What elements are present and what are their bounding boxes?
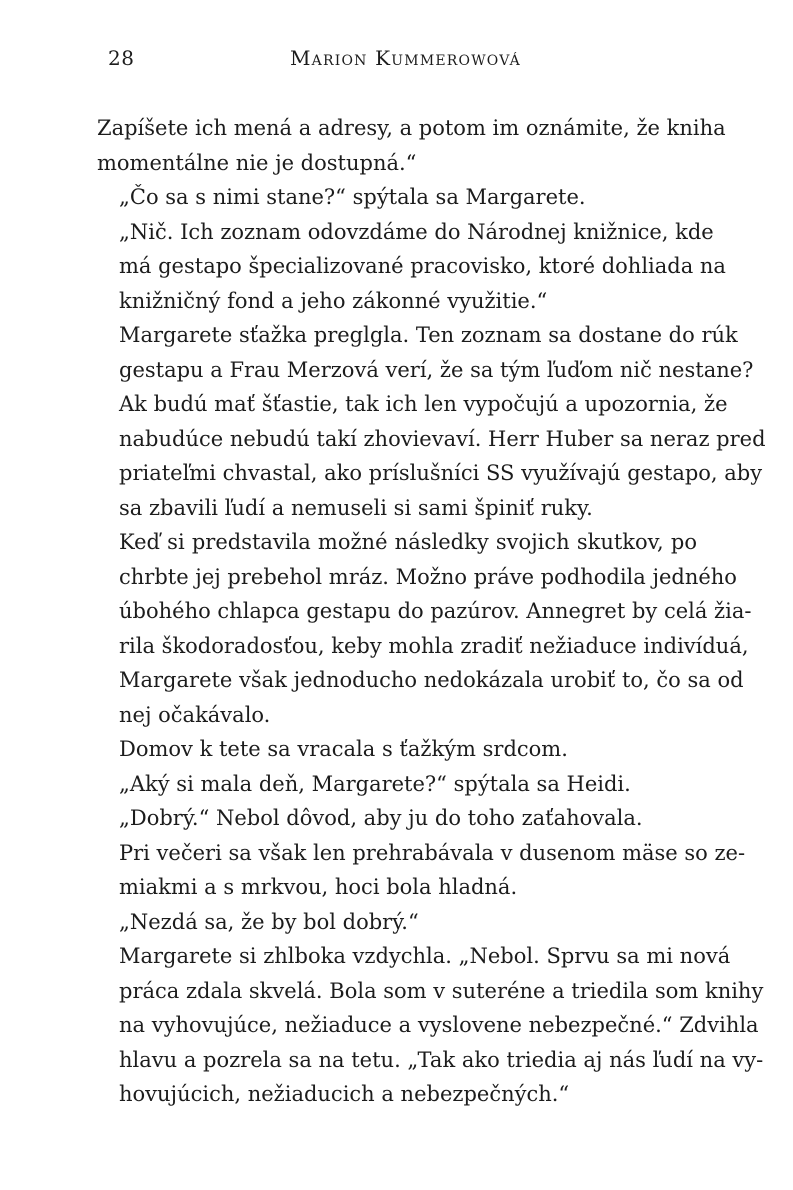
text-line: Ak budú mať šťastie, tak ich len vypočujú a upozornia, že xyxy=(119,392,728,416)
text-line: „Nič. Ich zoznam odovzdáme do Národnej knižnice, kde xyxy=(119,219,714,244)
running-header-author: Marion Kummerowová xyxy=(290,46,521,70)
paragraph xyxy=(97,180,697,215)
text-line: má gestapo špecializované pracovisko, ktoré dohliada na xyxy=(119,254,726,278)
paragraph xyxy=(97,939,764,1112)
paragraph xyxy=(97,111,726,180)
text-line: na vyhovujúce, nežiaduce a vyslovene nebezpečné.“ Zdvihla xyxy=(119,1013,759,1037)
paragraph xyxy=(97,215,726,319)
paragraph xyxy=(97,525,752,732)
text-line: úbohého chlapca gestapu do pazúrov. Annegret by celá žia- xyxy=(119,599,752,623)
text-line: „Nezdá sa, že by bol dobrý.“ xyxy=(119,909,419,934)
text-line: miakmi a s mrkvou, hoci bola hladná. xyxy=(119,875,518,899)
text-line: knižničný fond a jeho zákonné využitie.“ xyxy=(119,288,548,313)
text-line: Margarete však jednoducho nedokázala urobiť to, čo sa od xyxy=(119,668,744,692)
text-line: práca zdala skvelá. Bola som v suteréne a triedila som knihy xyxy=(119,978,764,1003)
text-line: Domov k tete sa vracala s ťažkým srdcom. xyxy=(119,737,568,761)
text-line: „Dobrý.“ Nebol dôvod, aby ju do toho zaťahovala. xyxy=(119,806,643,830)
text-line: Margarete si zhlboka vzdychla. „Nebol. Sprvu sa mi nová xyxy=(119,944,731,968)
page-number: 28 xyxy=(108,46,135,70)
text-line: hovujúcich, nežiaducich a nebezpečných.“ xyxy=(119,1082,570,1106)
text-line: nej očakávalo. xyxy=(119,702,271,727)
text-line: hlavu a pozrela sa na tetu. „Tak ako triedia aj nás ľudí na vy- xyxy=(119,1047,764,1072)
text-line: Margarete sťažka preglgla. Ten zoznam sa dostane do rúk xyxy=(119,323,738,347)
text-line: „Aký si mala deň, Margarete?“ spýtala sa Heidi. xyxy=(119,771,631,796)
text-line: momentálne nie je dostupná.“ xyxy=(97,150,417,175)
body-text xyxy=(97,111,766,1112)
text-line: rila škodoradosťou, keby mohla zradiť nežiaduce indivíduá, xyxy=(119,633,749,658)
paragraph xyxy=(97,836,746,905)
paragraph xyxy=(97,905,697,940)
paragraph xyxy=(97,318,766,525)
text-line: „Čo sa s nimi stane?“ spýtala sa Margarete. xyxy=(119,185,586,209)
text-line: nabudúce nebudú takí zhovievaví. Herr Huber sa neraz pred xyxy=(119,426,766,451)
text-line: Keď si predstavila možné následky svojich skutkov, po xyxy=(119,530,697,554)
paragraph xyxy=(97,801,697,836)
text-line: Pri večeri sa však len prehrabávala v dusenom mäse so ze- xyxy=(119,840,746,865)
text-line: chrbte jej prebehol mráz. Možno práve podhodila jedného xyxy=(119,564,737,589)
text-line: Zapíšete ich mená a adresy, a potom im oznámite, že kniha xyxy=(97,116,726,140)
paragraph xyxy=(97,767,697,802)
text-line: sa zbavili ľudí a nemuseli si sami špiniť ruky. xyxy=(119,495,593,520)
paragraph xyxy=(97,732,697,767)
text-line: priateľmi chvastal, ako príslušníci SS využívajú gestapo, aby xyxy=(119,461,763,485)
text-line: gestapu a Frau Merzová verí, že sa tým ľuďom nič nestane? xyxy=(119,357,754,382)
